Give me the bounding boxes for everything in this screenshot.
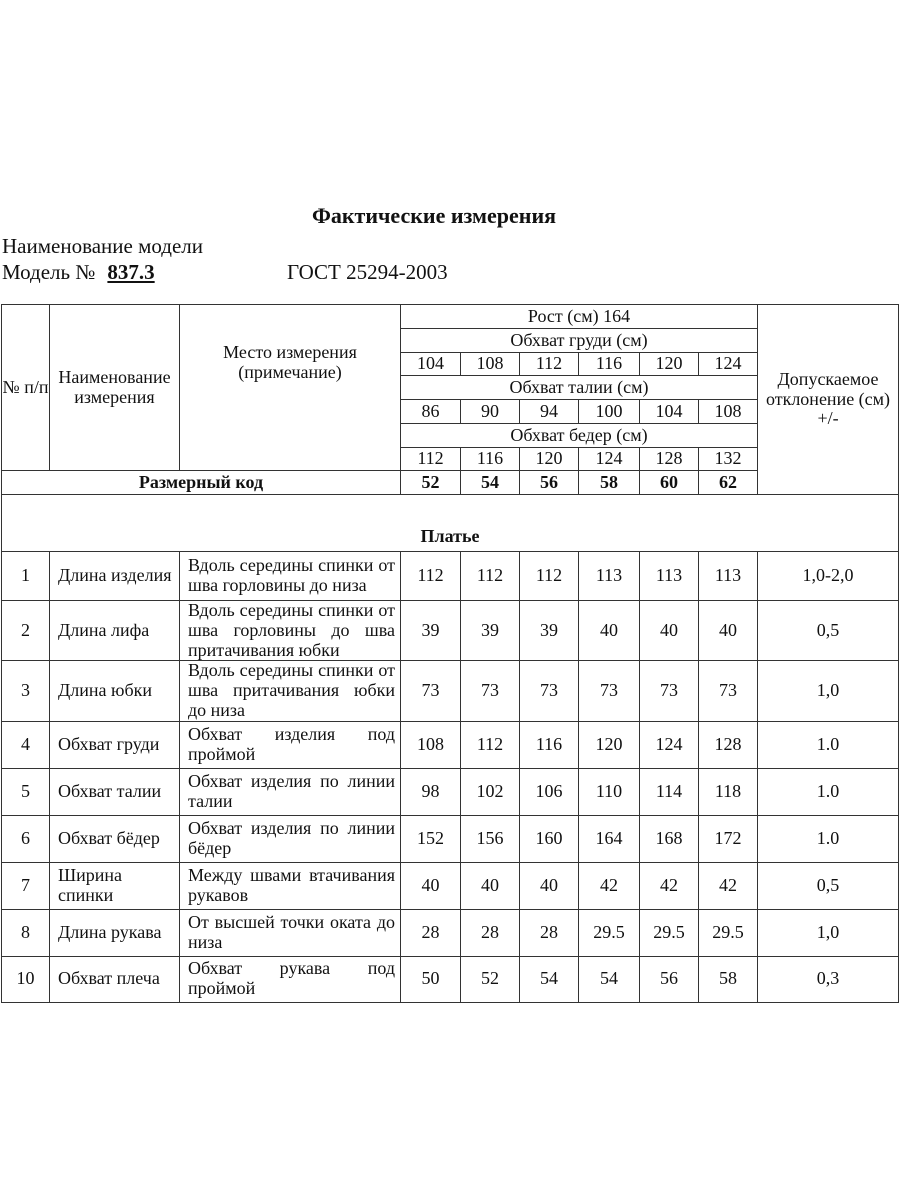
measurement-value: 73 — [461, 661, 520, 721]
hips-value: 116 — [461, 448, 520, 471]
size-code-label: Размерный код — [2, 471, 401, 495]
measurement-value: 40 — [640, 601, 699, 661]
measurement-name: Обхват бёдер — [50, 815, 180, 862]
section-row — [2, 495, 899, 552]
measurement-value: 40 — [461, 862, 520, 909]
table-row — [2, 601, 899, 661]
measurement-value: 116 — [520, 721, 579, 768]
measurement-place: От высшей точки оката до низа — [180, 909, 401, 956]
tolerance-value: 0,5 — [758, 862, 899, 909]
measurement-value: 42 — [699, 862, 758, 909]
bust-value: 108 — [461, 353, 520, 376]
measurement-value: 112 — [520, 552, 579, 601]
waist-value: 108 — [699, 400, 758, 424]
measurement-value: 73 — [401, 661, 461, 721]
table-row — [2, 661, 899, 721]
measurement-place: Обхват изделия по линии талии — [180, 768, 401, 815]
table-row — [2, 956, 899, 1002]
size-code: 54 — [461, 471, 520, 495]
bust-value: 104 — [401, 353, 461, 376]
measurement-value: 28 — [520, 909, 579, 956]
measurement-value: 39 — [520, 601, 579, 661]
standard-reference: ГОСТ 25294-2003 — [287, 260, 448, 284]
measurement-value: 98 — [401, 768, 461, 815]
row-number: 8 — [2, 909, 50, 956]
measurement-value: 73 — [640, 661, 699, 721]
measurement-value: 58 — [699, 956, 758, 1002]
measurement-value: 168 — [640, 815, 699, 862]
model-number-line — [2, 260, 171, 285]
tolerance-value: 1.0 — [758, 768, 899, 815]
measurement-value: 172 — [699, 815, 758, 862]
measurement-name: Ширина спинки — [50, 862, 180, 909]
hips-label: Обхват бедер (см) — [401, 424, 758, 448]
measurement-name: Длина рукава — [50, 909, 180, 956]
measurement-value: 160 — [520, 815, 579, 862]
hips-value: 120 — [520, 448, 579, 471]
waist-value: 94 — [520, 400, 579, 424]
size-code: 62 — [699, 471, 758, 495]
measurement-place: Между швами втачивания рукавов — [180, 862, 401, 909]
measurement-place: Обхват рукава под проймой — [180, 956, 401, 1002]
size-code: 58 — [579, 471, 640, 495]
hips-value: 128 — [640, 448, 699, 471]
measurement-value: 102 — [461, 768, 520, 815]
tolerance-value: 1,0 — [758, 661, 899, 721]
waist-value: 86 — [401, 400, 461, 424]
bust-value: 124 — [699, 353, 758, 376]
tolerance-value: 1.0 — [758, 721, 899, 768]
measurement-name: Длина юбки — [50, 661, 180, 721]
measurement-value: 50 — [401, 956, 461, 1002]
measurement-value: 28 — [461, 909, 520, 956]
bust-value: 120 — [640, 353, 699, 376]
measurement-place: Обхват изделия под проймой — [180, 721, 401, 768]
waist-label: Обхват талии (см) — [401, 376, 758, 400]
measurement-value: 29.5 — [579, 909, 640, 956]
measurement-value: 106 — [520, 768, 579, 815]
waist-value: 90 — [461, 400, 520, 424]
bust-label: Обхват груди (см) — [401, 329, 758, 353]
measurement-value: 40 — [401, 862, 461, 909]
measurement-value: 40 — [520, 862, 579, 909]
section-title: Платье — [2, 495, 899, 552]
measurement-value: 56 — [640, 956, 699, 1002]
header-number: № п/п — [2, 305, 50, 471]
measurement-place: Вдоль середины спинки от шва притачивания юбки до низа — [180, 661, 401, 721]
measurement-value: 54 — [579, 956, 640, 1002]
measurement-value: 112 — [461, 721, 520, 768]
measurement-value: 73 — [579, 661, 640, 721]
measurement-value: 42 — [579, 862, 640, 909]
row-number: 1 — [2, 552, 50, 601]
measurement-value: 28 — [401, 909, 461, 956]
height-label: Рост (см) 164 — [401, 305, 758, 329]
model-number-label: Модель № — [2, 260, 96, 284]
measurement-value: 52 — [461, 956, 520, 1002]
row-number: 5 — [2, 768, 50, 815]
table-row — [2, 862, 899, 909]
waist-value: 100 — [579, 400, 640, 424]
hips-value: 124 — [579, 448, 640, 471]
table-row — [2, 552, 899, 601]
bust-value: 116 — [579, 353, 640, 376]
measurement-name: Обхват плеча — [50, 956, 180, 1002]
measurement-value: 73 — [520, 661, 579, 721]
size-code: 52 — [401, 471, 461, 495]
table-row — [2, 768, 899, 815]
measurement-name: Обхват груди — [50, 721, 180, 768]
header-place: Место измерения (примечание) — [180, 305, 401, 471]
measurement-value: 118 — [699, 768, 758, 815]
size-code: 56 — [520, 471, 579, 495]
row-number: 7 — [2, 862, 50, 909]
measurement-name: Длина изделия — [50, 552, 180, 601]
table-row — [2, 909, 899, 956]
measurement-place: Вдоль середины спинки от шва горловины до низа — [180, 552, 401, 601]
table-row — [2, 721, 899, 768]
measurement-value: 113 — [699, 552, 758, 601]
tolerance-value: 1.0 — [758, 815, 899, 862]
waist-value: 104 — [640, 400, 699, 424]
model-name-label: Наименование модели — [2, 234, 203, 258]
measurement-value: 128 — [699, 721, 758, 768]
measurement-value: 73 — [699, 661, 758, 721]
tolerance-value: 1,0 — [758, 909, 899, 956]
row-number: 4 — [2, 721, 50, 768]
measurement-value: 54 — [520, 956, 579, 1002]
measurement-name: Обхват талии — [50, 768, 180, 815]
measurement-value: 29.5 — [640, 909, 699, 956]
bust-value: 112 — [520, 353, 579, 376]
measurements-table — [1, 304, 899, 1003]
header-name: Наименование измерения — [50, 305, 180, 471]
header-tolerance: Допускаемое отклонение (см) +/- — [758, 305, 899, 495]
measurement-value: 108 — [401, 721, 461, 768]
measurement-value: 42 — [640, 862, 699, 909]
measurement-value: 29.5 — [699, 909, 758, 956]
row-number: 6 — [2, 815, 50, 862]
row-number: 3 — [2, 661, 50, 721]
measurement-value: 120 — [579, 721, 640, 768]
measurement-value: 152 — [401, 815, 461, 862]
model-number: 837.3 — [107, 260, 155, 284]
tolerance-value: 0,3 — [758, 956, 899, 1002]
measurement-value: 39 — [401, 601, 461, 661]
measurement-value: 124 — [640, 721, 699, 768]
measurement-value: 40 — [699, 601, 758, 661]
measurement-value: 164 — [579, 815, 640, 862]
hips-value: 132 — [699, 448, 758, 471]
header-row-height — [2, 305, 899, 329]
size-code: 60 — [640, 471, 699, 495]
measurement-place: Обхват изделия по линии бёдер — [180, 815, 401, 862]
measurement-value: 113 — [640, 552, 699, 601]
tolerance-value: 1,0-2,0 — [758, 552, 899, 601]
tolerance-value: 0,5 — [758, 601, 899, 661]
hips-value: 112 — [401, 448, 461, 471]
measurement-value: 112 — [401, 552, 461, 601]
row-number: 10 — [2, 956, 50, 1002]
measurement-value: 110 — [579, 768, 640, 815]
measurement-value: 40 — [579, 601, 640, 661]
table-row — [2, 815, 899, 862]
measurement-value: 113 — [579, 552, 640, 601]
measurement-value: 114 — [640, 768, 699, 815]
measurement-place: Вдоль середины спинки от шва горловины до шва притачивания юбки — [180, 601, 401, 661]
row-number: 2 — [2, 601, 50, 661]
measurement-value: 156 — [461, 815, 520, 862]
measurement-value: 112 — [461, 552, 520, 601]
measurement-value: 39 — [461, 601, 520, 661]
measurement-name: Длина лифа — [50, 601, 180, 661]
document-title: Фактические измерения — [311, 203, 557, 228]
